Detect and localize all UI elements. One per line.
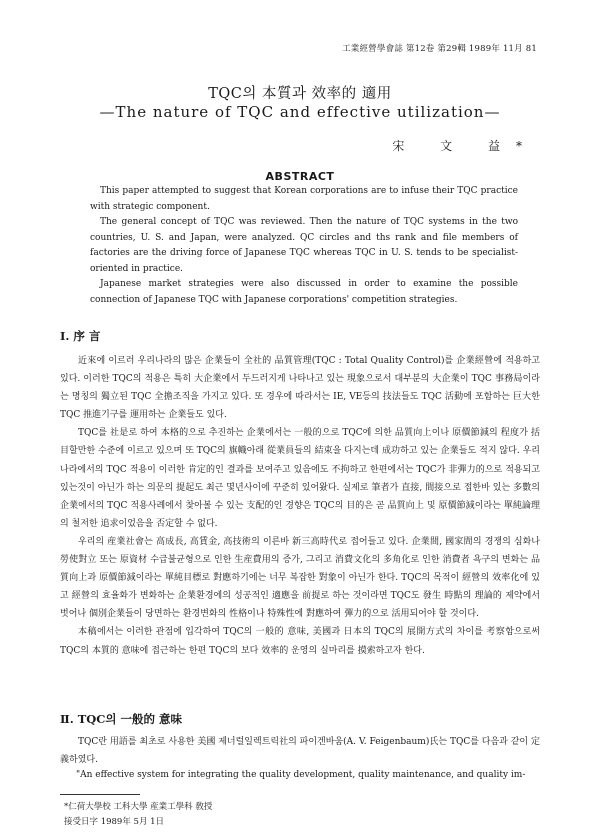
body-paragraph: 近來에 이르러 우리나라의 많은 企業들이 全社的 品質管理(TQC : Total Quality Control)를 企業經營에 적용하고 있다. 이러한 TQC의 적용은 특히 大企業에서 두드러지게 나타나고 있는 現象으로서 대부분의 大企業이 TQC 事務局이라는 명칭의 獨立된 TQC 全擔조직을 가지고 있다. 또 경우에 따라서는 IE, VE등의 技法들도 TQC 活動에 포함하는 巨大한 TQC 推進기구를 運用하는 企業들도 있다. [60, 356, 540, 421]
body-paragraph: TQC란 用語를 최초로 사용한 美國 제너럴일렉트릭社의 파이겐바움(A. V. Feigenbaum)氏는 TQC를 다음과 같이 定義하였다. [60, 737, 540, 766]
footnote-rule [60, 794, 140, 795]
footnote-affiliation: *仁荷大學校 工科大學 産業工學科 敎授 [64, 802, 213, 812]
paper-subtitle: —The nature of TQC and effective utilization— [99, 103, 501, 121]
section-2-body [60, 733, 540, 769]
abstract-body [90, 184, 518, 308]
abstract-paragraph: Japanese market strategies were also discussed in order to examine the possible connection of Japanese TQC with Japanese corporations' competition strategies. [90, 279, 518, 305]
quotation: "An effective system for integrating the quality development, quality maintenance, and quality im- [76, 770, 526, 780]
body-paragraph: 우리의 産業社會는 高成長, 高賃金, 高技術의 이른바 新三高時代로 접어들고 있다. 企業間, 國家間의 경쟁의 심화나 勞使對立 또는 原資材 수급불균형으로 인한 生産費用의 증가, 그리고 消費文化의 多角化로 인한 消費者 욕구의 변화는 品質向上과 原價節減이라는 單純目標로 對應하기에는 너무 복잡한 對象이 아닌가 한다. TQC의 목적이 經營의 效率化에 있고 經營의 효율화가 변화하는 企業환경에의 성공적인 適應을 前提로 하는 것이라면 TQC도 發生 時點의 理論的 제약에서 벗어나 個別企業들이 당면하는 환경변화의 性格이나 特殊性에 對應하여 彈力的으로 活用되어야 할 것이다. [60, 536, 540, 620]
running-header: 工業經營學會誌 第12卷 第29輯 1989年 11月 81 [342, 44, 537, 54]
author-name: 宋 文 益* [392, 139, 538, 153]
abstract-paragraph: The general concept of TQC was reviewed. Then the nature of TQC systems in the two countries, U. S. and Japan, were analyzed. QC circles and ths rank and file members of factories are the driving force of Japanese TQC whereas TQC in U. S. tends to be specialist-oriented in practice. [90, 217, 518, 274]
abstract-heading: ABSTRACT [265, 170, 335, 183]
footnote-received: 接受日字 1989年 5月 1日 [64, 817, 165, 827]
body-paragraph: 本稿에서는 이러한 관점에 입각하여 TQC의 一般的 意味, 美國과 日本의 TQC의 展開方式의 차이를 考察함으로써 TQC의 本質的 意味에 접근하는 한편 TQC의 보다 效率的 운영의 실마리를 摸索하고자 한다. [60, 627, 540, 656]
paper-title: TQC의 本質과 效率的 適用 [208, 86, 392, 102]
section-heading-1: Ⅰ. 序 言 [60, 329, 101, 343]
section-1-body [60, 352, 540, 660]
abstract-paragraph: This paper attempted to suggest that Korean corporations are to infuse their TQC practice with strategic component. [90, 186, 518, 212]
section-heading-2: Ⅱ. TQC의 一般的 意味 [60, 712, 183, 726]
body-paragraph: TQC를 社是로 하여 本格的으로 추진하는 企業에서는 一般的으로 TQC에 의한 品質向上이나 原價節減의 程度가 括目할만한 수준에 이르고 있으며 또 TQC의 旗幟아래 從業員들의 結束을 다지는데 成功하고 있는 企業들도 적지 않다. 우리나라에서의 TQC 적용이 이러한 肯定的인 결과를 보여주고 있음에도 不拘하고 한편에서는 TQC가 非彈力的으로 적용되고 있는것이 아닌가 하는 의문의 提起도 최근 몇년사이에 꾸준히 있어왔다. 실제로 筆者가 直接, 間接으로 접한바 있는 多數의 企業에서의 TQC 적용사례에서 찾아볼 수 있는 支配的인 경향은 TQC의 目的은 곧 品質向上 및 原價節減이라는 單純論理의 철저한 追求이었음을 否定할 수 없다. [60, 428, 540, 529]
